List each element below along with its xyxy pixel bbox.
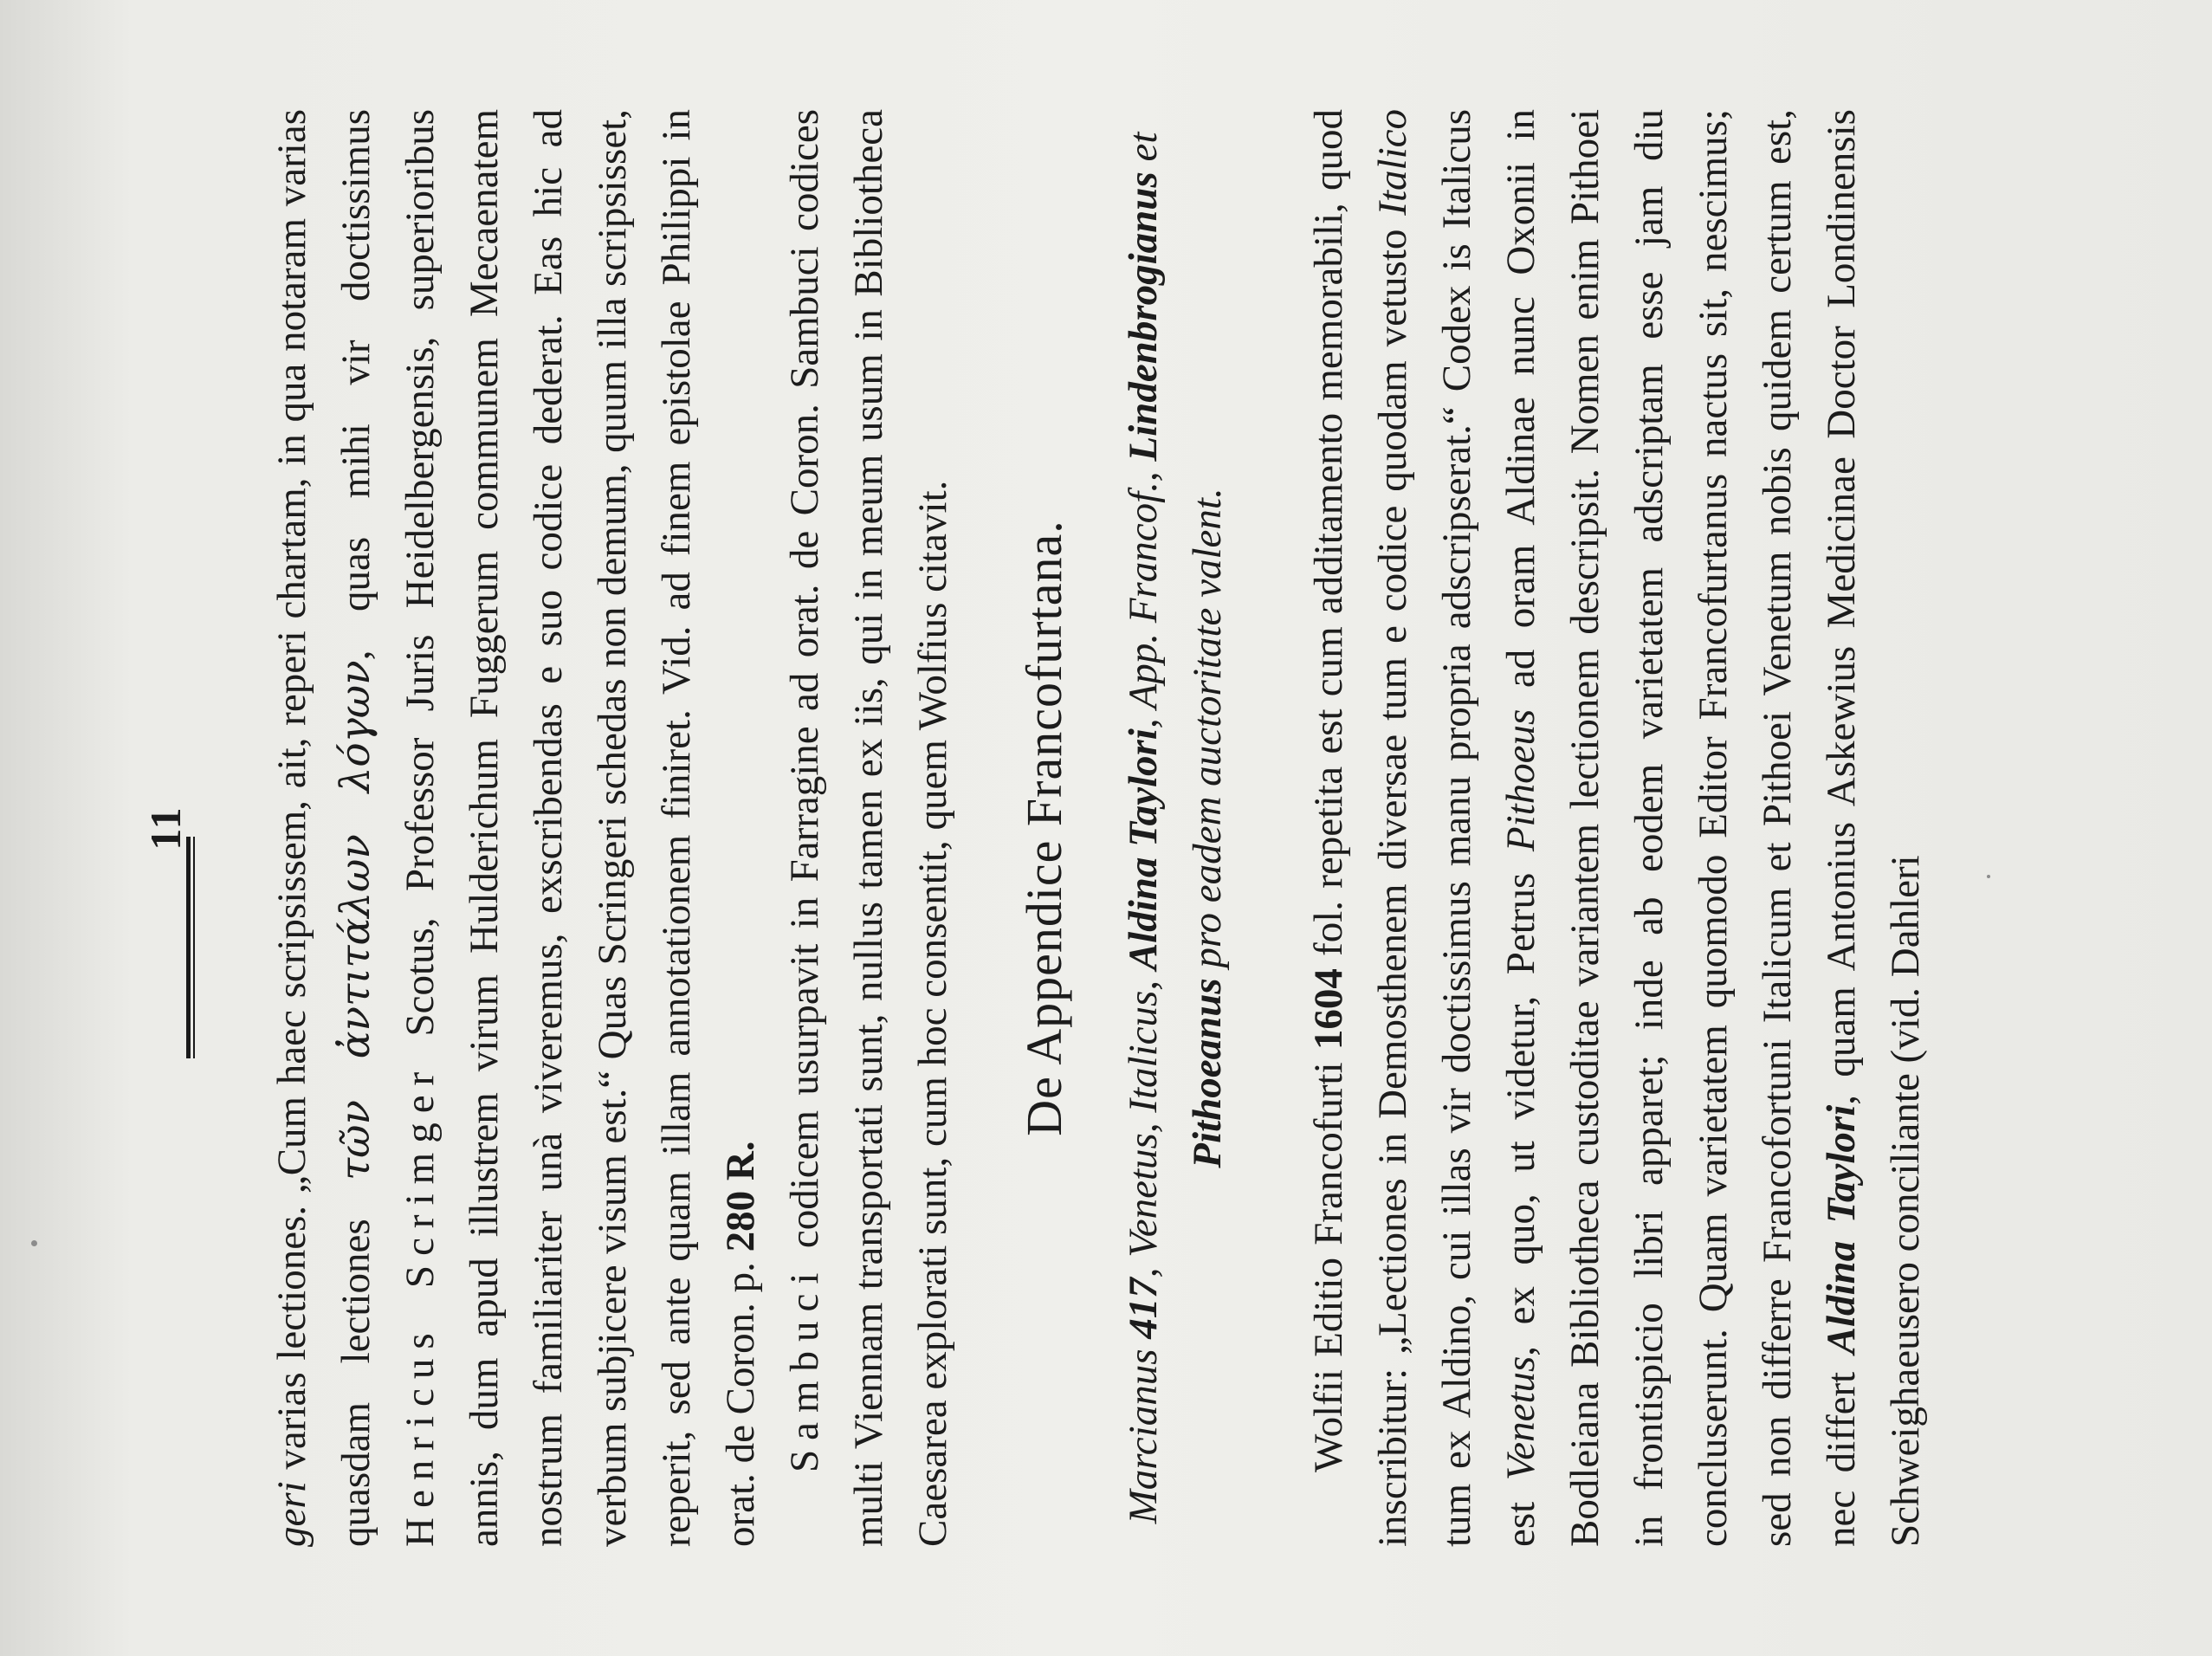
manuscript-number: 417 <box>1121 1278 1166 1339</box>
header-rule <box>186 837 195 1058</box>
italic-pithoeus: Pithoeus <box>1498 708 1543 852</box>
manuscript-marcianus: Marcianus <box>1121 1349 1166 1524</box>
subheading-tail: pro eadem auctoritate valent. <box>1185 488 1230 968</box>
conjunction: et <box>1121 132 1166 162</box>
page-reference: 280 R. <box>718 1141 763 1252</box>
manuscript-app-francof: App. Francof. <box>1121 482 1166 709</box>
manuscript-italicus: Italicus <box>1121 990 1166 1113</box>
spaced-name: Henricus Scrimger <box>398 1062 443 1547</box>
manuscript-lindenbrogianus: Lindenbrogianus <box>1121 171 1166 462</box>
paragraph-sambuci <box>773 109 965 1547</box>
text-run: fol. repetita est cum additamento memorabili, quod inscribitur: „Lectiones in Demosthenem diversae tum e codice quodam vetusto <box>1306 109 1415 1547</box>
section-subheading: Marcianus 417, Venetus, Italicus, Aldina Taylori, App. Francof., Lindenbrogianus et Pithoeanus pro eadem auctoritate valent. <box>1121 132 1230 1524</box>
italic-venetus: Venetus <box>1498 1355 1543 1481</box>
text-run: varias lectiones. „Cum haec scripsissem, ait, reperi chartam, in qua notaram varias quasdam lectiones <box>269 109 378 1547</box>
text-run: , quas mihi vir doctissimus <box>333 108 378 661</box>
text-run: , ex quo, ut videtur, Petrus <box>1498 851 1543 1356</box>
page-body <box>260 109 1937 1547</box>
italic-fragment: geri <box>269 1481 314 1547</box>
text-run: , quam Antonius Askewius Medicinae Doctor Londinensis Schweighaeusero conciliante (vid. Dahleri <box>1819 109 1928 1547</box>
page-number: 11 <box>141 805 190 851</box>
greek-phrase: τῶν ἀντιτάλων λόγων <box>332 660 379 1181</box>
manuscript-venetus: Venetus <box>1121 1133 1166 1258</box>
manuscript-pithoeanus: Pithoeanus <box>1185 978 1230 1168</box>
spaced-name: Sambuci <box>782 1263 827 1472</box>
text-run: Scotus, Professor Juris Heidelbergensis, superioribus annis, dum apud illustrem virum Hulderichum Fuggerum communem Mecaenatem nostrum familiariter unà viveremus, exscribendas e suo codice dederat. Eas hic ad verbum subjicere visum est.“ Quas Scringeri schedas non demum, quum illa scripsisset, reperit, sed ante quam illam annotationem finiret. Vid. ad finem epistolae Philippi in orat. de Coron. p. <box>398 109 763 1547</box>
text-run: ad oram Aldinae nunc Oxonii in Bodleiana Bibliotheca custoditae variantem lectionem descripsit. Nomen enim Pithoei in frontispicio libri apparet; inde ab eodem varietatem adscriptam esse jam diu concluserunt. Quam varietatem quomodo Editor Francofurtanus nactus sit, nescimus; sed non differre Francofortuni Italicum et Pithoei Venetum nobis quidem certum est, nec differt <box>1498 109 1864 1547</box>
text-run: Wolfii Editio Francofurti <box>1306 1050 1351 1472</box>
italic-italico: Italico <box>1370 109 1415 216</box>
text-run: codicem usurpavit in Farragine ad orat. de Coron. Sambuci codices multi Viennam transportati sunt, nullus tamen ex iis, qui in meum usum in Bibliotheca Caesarea explorati sunt, cum hoc consentit, quem Wolfius citavit. <box>782 109 955 1547</box>
paragraph-wolfius-note <box>260 109 773 1547</box>
paragraph-wolfii-editio <box>1297 109 1937 1547</box>
manuscript-aldina: Aldina Taylori <box>1121 728 1166 971</box>
edition-year: 1604 <box>1306 968 1351 1051</box>
section-heading: De Appendice Francofurtana. <box>1016 520 1072 1136</box>
text-run: tum ex Aldino, cui illas vir doctissimus manu propria adscripserat.“ Codex is Italicus est <box>1434 109 1543 1547</box>
italic-aldina-taylori: Aldina Taylori <box>1819 1104 1864 1355</box>
